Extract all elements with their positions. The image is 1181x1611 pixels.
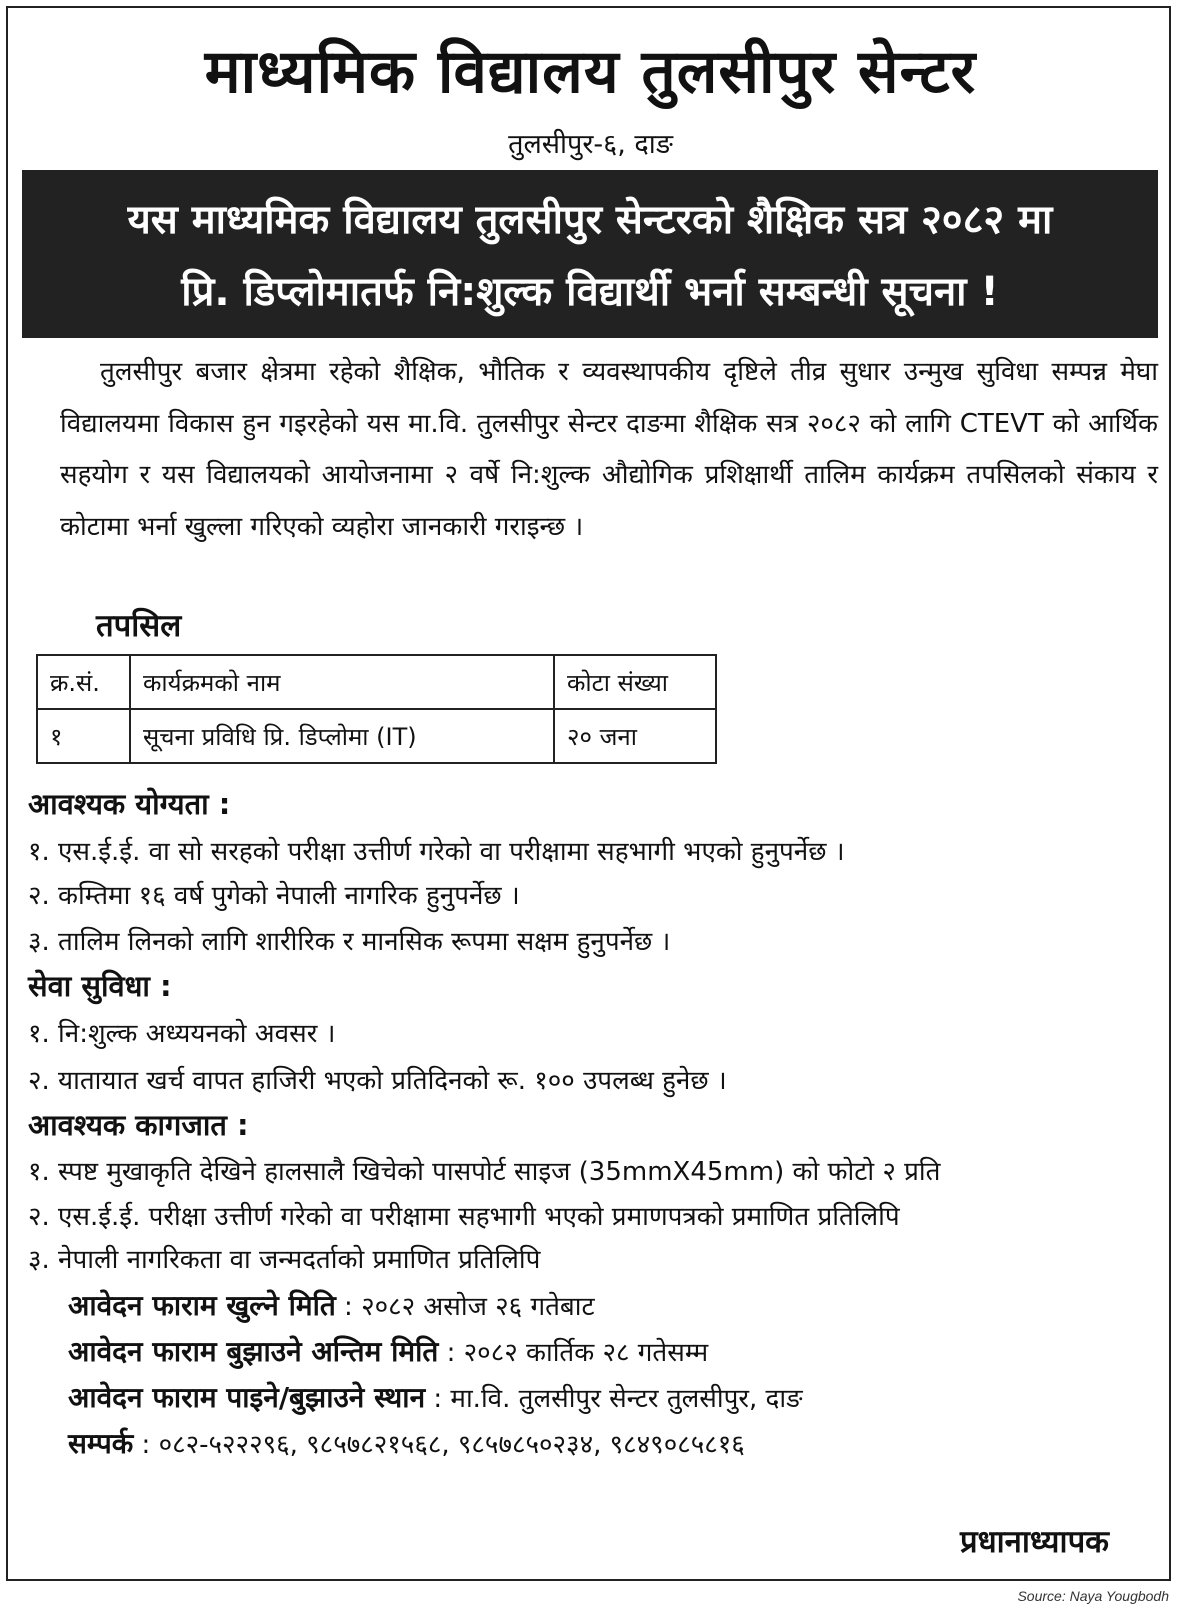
table-cell: १ bbox=[37, 709, 130, 763]
facilities-heading: सेवा सुविधा : bbox=[28, 969, 172, 1003]
school-name: माध्यमिक विद्यालय तुलसीपुर सेन्टर bbox=[204, 37, 977, 107]
detail-value: : २०८२ असोज २६ गतेबाट bbox=[344, 1292, 595, 1322]
table-header-row bbox=[37, 655, 716, 709]
banner-line-2: प्रि. डिप्लोमातर्फ नि:शुल्क विद्यार्थी भर्ना सम्बन्धी सूचना ! bbox=[181, 269, 999, 315]
banner-line-1: यस माध्यमिक विद्यालय तुलसीपुर सेन्टरको शैक्षिक सत्र २०८२ मा bbox=[127, 197, 1053, 243]
school-address: तुलसीपुर-६, दाङ bbox=[508, 129, 673, 160]
documents-heading: आवश्यक कागजात : bbox=[28, 1108, 249, 1142]
quota-table bbox=[36, 654, 717, 764]
table-cell: सूचना प्रविधि प्रि. डिप्लोमा (IT) bbox=[130, 709, 554, 763]
list-item: २. यातायात खर्च वापत हाजिरी भएको प्रतिदिनको रू. १०० उपलब्ध हुनेछ । bbox=[28, 1066, 727, 1096]
signature-title: प्रधानाध्यापक bbox=[959, 1524, 1109, 1560]
detail-label: सम्पर्क bbox=[68, 1427, 134, 1460]
table-cell: २० जना bbox=[554, 709, 716, 763]
table-header-cell: क्र.सं. bbox=[37, 655, 130, 709]
detail-value: : ०८२-५२२२९६, ९८५७८२१५६८, ९८५७८५०२३४, ९८४९०८५८१६ bbox=[141, 1430, 745, 1460]
notice-banner bbox=[22, 170, 1158, 338]
detail-value: : मा.वि. तुलसीपुर सेन्टर तुलसीपुर, दाङ bbox=[433, 1384, 803, 1414]
table-header-cell: कार्यक्रमको नाम bbox=[130, 655, 554, 709]
detail-label: आवेदन फाराम खुल्ने मिति bbox=[68, 1289, 336, 1322]
list-item: २. कम्तिमा १६ वर्ष पुगेको नेपाली नागरिक हुनुपर्नेछ । bbox=[28, 881, 520, 911]
list-item: २. एस.ई.ई. परीक्षा उत्तीर्ण गरेको वा परीक्षामा सहभागी भएको प्रमाणपत्रको प्रमाणित प्रतिलिपि bbox=[28, 1202, 900, 1232]
list-item: १. स्पष्ट मुखाकृति देखिने हालसालै खिचेको पासपोर्ट साइज (35mmX45mm) को फोटो २ प्रति bbox=[28, 1157, 941, 1187]
tapsil-heading: तपसिल bbox=[96, 608, 182, 644]
list-item: ३. नेपाली नागरिकता वा जन्मदर्ताको प्रमाणित प्रतिलिपि bbox=[28, 1245, 541, 1275]
detail-label: आवेदन फाराम पाइने/बुझाउने स्थान bbox=[68, 1381, 426, 1414]
detail-last-date bbox=[68, 1332, 708, 1370]
table-header-cell: कोटा संख्या bbox=[554, 655, 716, 709]
detail-contact bbox=[68, 1424, 745, 1462]
detail-open-date bbox=[68, 1286, 595, 1324]
detail-label: आवेदन फाराम बुझाउने अन्तिम मिति bbox=[68, 1335, 439, 1368]
detail-value: : २०८२ कार्तिक २८ गतेसम्म bbox=[446, 1338, 709, 1368]
source-credit: Source: Naya Yougbodh bbox=[1017, 1588, 1169, 1604]
intro-paragraph: तुलसीपुर बजार क्षेत्रमा रहेको शैक्षिक, भौतिक र व्यवस्थापकीय दृष्टिले तीव्र सुधार उन्मुख सुविधा सम्पन्न मेघा विद्यालयमा विकास हुन गइरहेको यस मा.वि. तुलसीपुर सेन्टर दाङमा शैक्षिक सत्र २०८२ को लागि CTEVT को आर्थिक सहयोग र यस विद्यालयको आयोजनामा २ वर्षे नि:शुल्क औद्योगिक प्रशिक्षार्थी तालिम कार्यक्रम तपसिलको संकाय र कोटामा भर्ना खुल्ला गरिएको व्यहोरा जानकारी गराइन्छ । bbox=[60, 357, 1158, 542]
list-item: १. नि:शुल्क अध्ययनको अवसर । bbox=[28, 1019, 336, 1049]
detail-location bbox=[68, 1378, 803, 1416]
table-row bbox=[37, 709, 716, 763]
list-item: १. एस.ई.ई. वा सो सरहको परीक्षा उत्तीर्ण गरेको वा परीक्षामा सहभागी भएको हुनुपर्नेछ । bbox=[28, 837, 845, 867]
qualification-heading: आवश्यक योग्यता : bbox=[28, 787, 231, 821]
list-item: ३. तालिम लिनको लागि शारीरिक र मानसिक रूपमा सक्षम हुनुपर्नेछ । bbox=[28, 927, 671, 957]
